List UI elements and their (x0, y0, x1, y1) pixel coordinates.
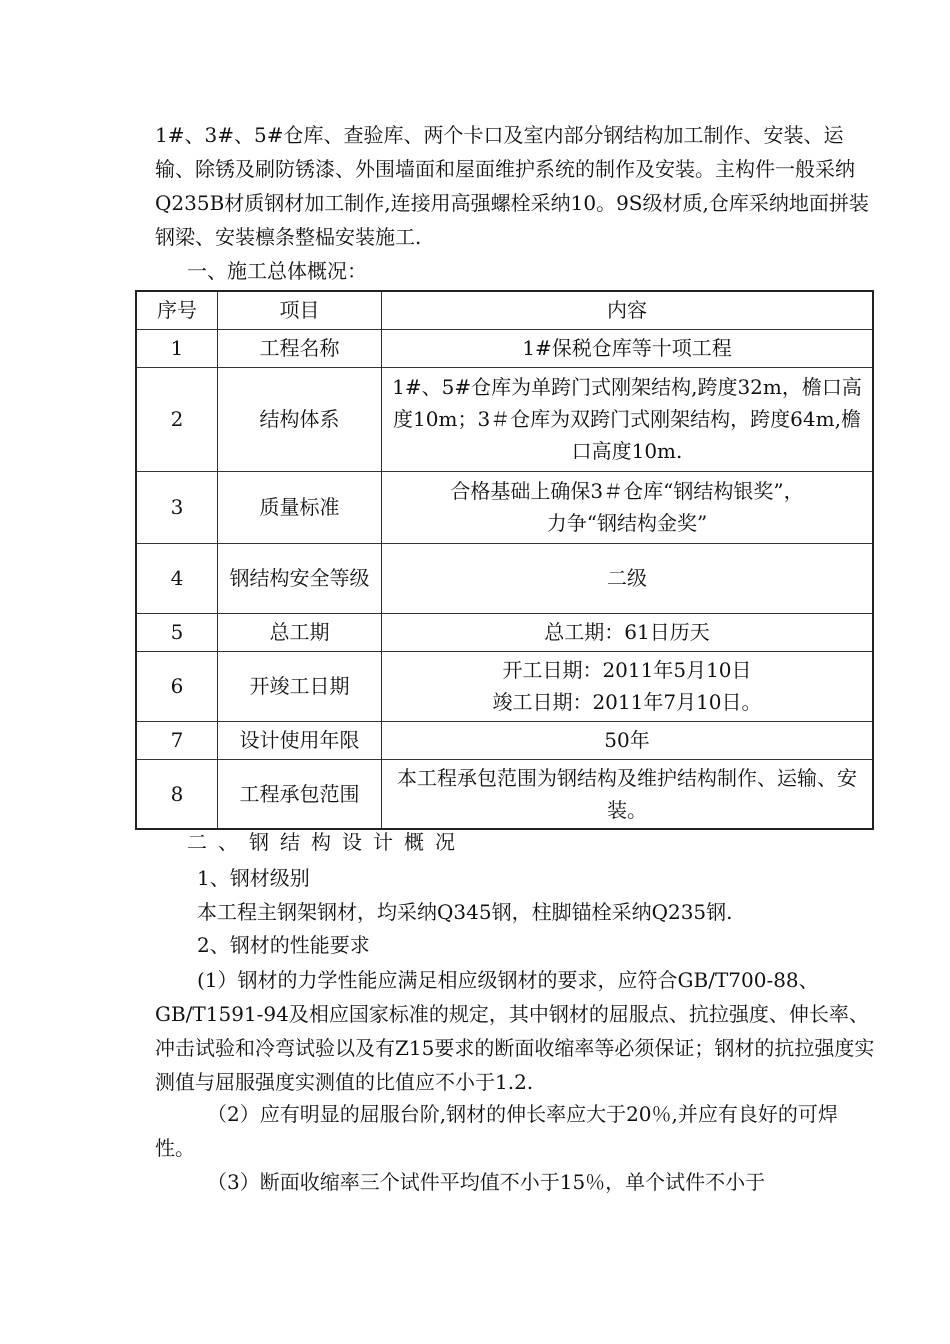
cell-content-line: 合格基础上确保3＃仓库“钢结构银奖”， (450, 479, 804, 503)
subsection-1-title: 1、钢材级别 (197, 866, 310, 890)
subsection-2-title: 2、钢材的性能要求 (197, 933, 370, 957)
intro-paragraph: 1#、3#、5#仓库、查验库、两个卡口及室内部分钢结构加工制作、安装、运输、除锈及刷防锈漆、外围墙面和屋面维护系统的制作及安装。主构件一般采纳Q235B材质钢材加工制作,连接用高强螺栓采纳10。9S级材质,仓库采纳地面拼装钢梁、安装檩条整榀安装施工. (155, 123, 869, 249)
cell-item: 质量标准 (218, 471, 382, 543)
section-1-heading: 一、施工总体概况： (187, 259, 367, 283)
cell-no: 1 (136, 329, 218, 367)
table-row (136, 543, 873, 613)
cell-content-line: 开工日期：2011年5月10日 (502, 658, 752, 682)
overview-table (135, 290, 874, 830)
table-row (136, 613, 873, 651)
cell-content (382, 471, 874, 543)
cell-content-line: 竣工日期：2011年7月10日。 (492, 690, 762, 714)
cell-no: 8 (136, 759, 218, 829)
header-cell-no: 序号 (136, 291, 218, 329)
header-cell-content: 内容 (382, 291, 874, 329)
cell-item: 钢结构安全等级 (218, 543, 382, 613)
cell-item: 开竣工日期 (218, 651, 382, 721)
cell-no: 6 (136, 651, 218, 721)
table-header-row (136, 291, 873, 329)
cell-content: 50年 (382, 721, 874, 759)
section-2-heading: 二、钢结构设计概况 (187, 830, 466, 854)
table-row (136, 651, 873, 721)
cell-no: 3 (136, 471, 218, 543)
cell-no: 7 (136, 721, 218, 759)
table-row (136, 721, 873, 759)
table-row (136, 471, 873, 543)
requirement-2: （2）应有明显的屈服台阶,钢材的伸长率应大于20％,并应有良好的可焊性。 (155, 1102, 838, 1160)
header-cell-item: 项目 (218, 291, 382, 329)
cell-no: 4 (136, 543, 218, 613)
table-row (136, 759, 873, 829)
cell-content: 1#、5#仓库为单跨门式刚架结构,跨度32m，檐口高度10m；3＃仓库为双跨门式刚架结构，跨度64m,檐口高度10m. (382, 367, 874, 471)
table-row (136, 367, 873, 471)
cell-content (382, 651, 874, 721)
requirement-1: (1）钢材的力学性能应满足相应级钢材的要求，应符合GB/T700-88、GB/T1591-94及相应国家标准的规定，其中钢材的屈服点、抗拉强度、伸长率、冲击试验和冷弯试验以及有Z15要求的断面收缩率等必须保证；钢材的抗拉强度实测值与屈服强度实测值的比值应不小于1.2. (155, 968, 875, 1094)
subsection-1-text: 本工程主钢架钢材，均采纳Q345钢，柱脚锚栓采纳Q235钢. (197, 900, 733, 924)
cell-no: 5 (136, 613, 218, 651)
cell-content: 二级 (382, 543, 874, 613)
requirement-3: （3）断面收缩率三个试件平均值不小于15％，单个试件不小于 (207, 1170, 766, 1194)
cell-item: 结构体系 (218, 367, 382, 471)
cell-content-line: 力争“钢结构金奖” (546, 511, 708, 535)
cell-content: 本工程承包范围为钢结构及维护结构制作、运输、安装。 (382, 759, 874, 829)
cell-item: 工程承包范围 (218, 759, 382, 829)
cell-content: 总工期：61日历天 (382, 613, 874, 651)
table-row (136, 329, 873, 367)
cell-no: 2 (136, 367, 218, 471)
cell-content: 1#保税仓库等十项工程 (382, 329, 874, 367)
cell-item: 工程名称 (218, 329, 382, 367)
cell-item: 设计使用年限 (218, 721, 382, 759)
cell-item: 总工期 (218, 613, 382, 651)
